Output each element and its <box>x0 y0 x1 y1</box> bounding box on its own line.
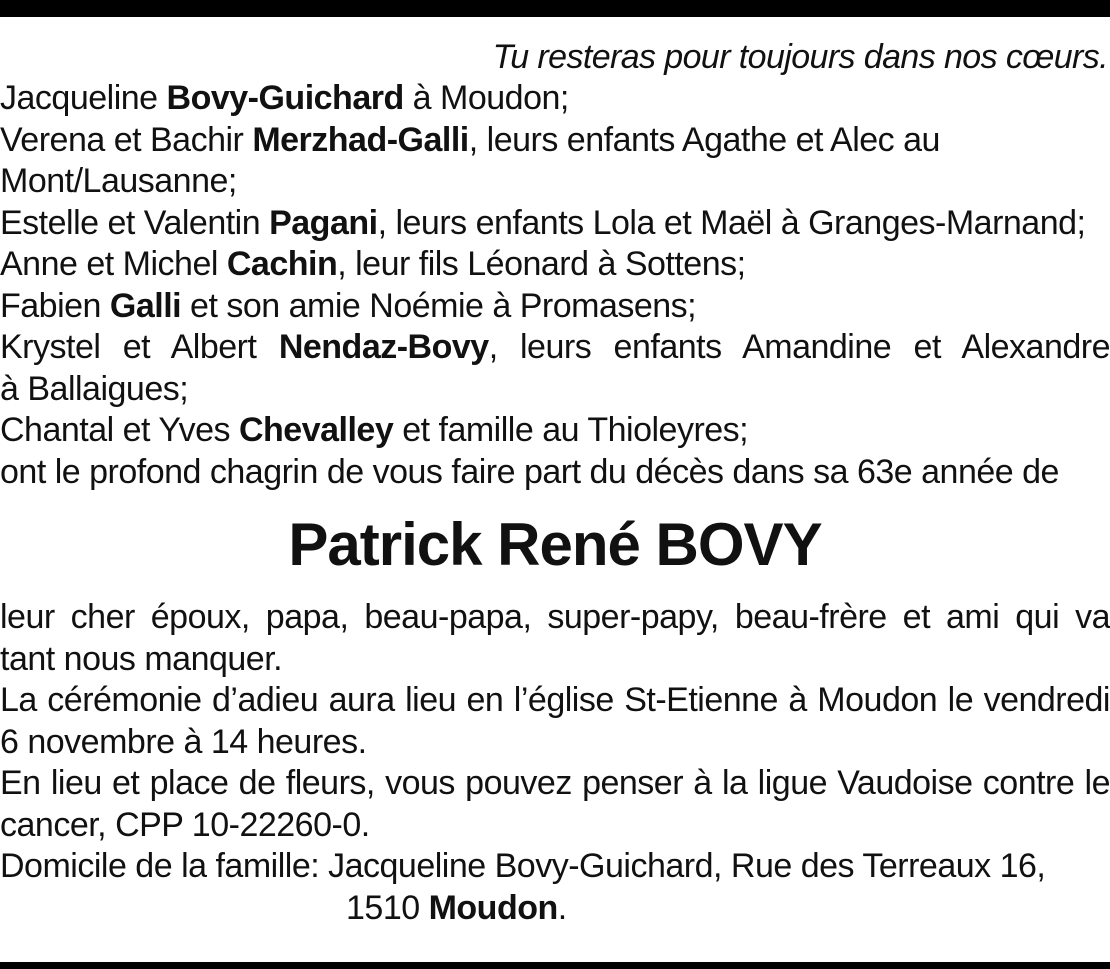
family-line <box>0 327 1110 369</box>
postal-code: 1510 <box>346 888 429 927</box>
family-address: Domicile de la famille: Jacqueline Bovy-Guichard, Rue des Terreaux 16, <box>0 847 1046 885</box>
family-line-text: Chantal et Yves <box>0 411 239 449</box>
family-line-text: Mont/Lausanne; <box>0 162 237 200</box>
body-line: 6 novembre à 14 heures. <box>0 722 367 761</box>
family-surname: Nendaz-Bovy <box>278 328 489 366</box>
family-surname: Merzhad-Galli <box>252 120 469 159</box>
family-line <box>0 161 1110 203</box>
family-line-text: à Moudon; <box>403 79 569 117</box>
punctuation: . <box>557 888 567 927</box>
family-surname: Chevalley <box>238 411 394 449</box>
body-line: tant nous manquer. <box>0 639 283 678</box>
town-name: Moudon <box>428 888 558 927</box>
family-line-text: , leurs enfants Amandine et Alexandre <box>488 328 1110 366</box>
body-line: La cérémonie d’adieu aura lieu en l’église St-Etienne à Moudon le vendredi <box>0 681 1110 719</box>
family-line <box>0 244 1110 286</box>
body-line: leur cher époux, papa, beau-papa, super-papy, beau-frère et ami qui va <box>0 598 1110 636</box>
family-line-text: , leur fils Léonard à Sottens; <box>337 245 746 283</box>
family-line-text: Fabien <box>0 286 110 325</box>
family-line-text: à Ballaigues; <box>0 369 189 408</box>
deceased-name: Patrick René BOVY <box>288 511 822 578</box>
family-line <box>0 369 1110 411</box>
family-line <box>0 78 1110 120</box>
family-line <box>0 203 1110 245</box>
family-line <box>0 120 1110 162</box>
family-surname: Galli <box>109 286 182 325</box>
family-surname: Cachin <box>226 245 338 283</box>
top-rule <box>0 0 1110 17</box>
family-line-text: Jacqueline <box>0 79 167 117</box>
announcement-text: ont le profond chagrin de vous faire part du décès dans sa 63e année de <box>0 452 1059 491</box>
notice-body <box>0 597 1110 929</box>
announcement-line <box>0 452 1110 494</box>
family-line-text: Anne et Michel <box>0 245 227 283</box>
family-line <box>0 410 1110 452</box>
family-line-text: Estelle et Valentin <box>0 203 270 242</box>
family-line-text: , leurs enfants Agathe et Alec au <box>468 120 940 159</box>
body-line: cancer, CPP 10-22260-0. <box>0 805 370 844</box>
family-surname: Pagani <box>269 203 378 242</box>
obituary-notice <box>0 36 1110 929</box>
family-line <box>0 286 1110 328</box>
motto: Tu resteras pour toujours dans nos cœurs. <box>492 38 1108 76</box>
family-line-text: Verena et Bachir <box>0 120 253 159</box>
family-address-town <box>0 888 1110 930</box>
family-line-text: et famille au Thioleyres; <box>393 411 749 449</box>
family-line-text: Krystel et Albert <box>0 328 279 366</box>
bottom-rule <box>0 962 1110 969</box>
family-line-text: et son amie Noémie à Promasens; <box>181 286 697 325</box>
body-line: En lieu et place de fleurs, vous pouvez penser à la ligue Vaudoise contre le <box>0 764 1110 802</box>
family-list <box>0 78 1110 493</box>
family-surname: Bovy-Guichard <box>166 79 404 117</box>
family-line-text: , leurs enfants Lola et Maël à Granges-Marnand; <box>377 203 1086 242</box>
